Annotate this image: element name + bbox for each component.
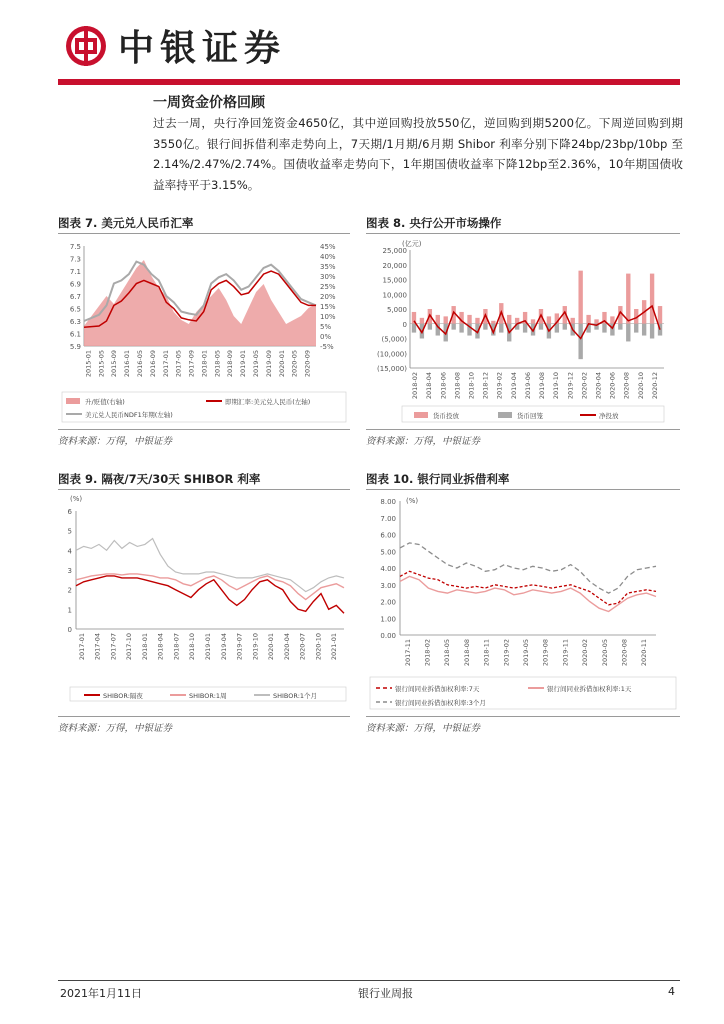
fig7-y-tick-label: 45% (320, 243, 336, 251)
fig8-x-tick-label: 2019-08 (538, 372, 547, 400)
fig8-bar-withdraw (578, 324, 582, 359)
fig7-y-tick-label: 20% (320, 293, 336, 301)
fig9-y-tick-label: 3 (67, 567, 72, 575)
fig7-legend-label: 即期汇率:美元兑人民币(左轴) (225, 398, 311, 406)
fig8-bar-withdraw (459, 324, 463, 333)
fig9-x-tick-label: 2020-01 (267, 633, 276, 661)
fig9-x-tick-label: 2020-07 (298, 633, 307, 661)
fig7-y-tick-label: 0% (320, 333, 332, 341)
fig10-x-tick-label: 2020-05 (600, 639, 609, 667)
fig7-bottom-rule (58, 429, 350, 430)
fig8-x-tick-label: 2018-10 (467, 372, 476, 400)
fig9-x-tick-label: 2021-01 (330, 633, 339, 661)
fig7-y-tick-label: 6.7 (69, 293, 81, 301)
fig7-y-tick-label: 35% (320, 263, 336, 271)
fig9-chart (58, 491, 350, 715)
fig8-bar-inject (507, 315, 511, 324)
fig10-series-1d-line (400, 576, 656, 611)
fig8-bottom-rule (366, 429, 680, 430)
fig10-y-tick-label: 6.00 (380, 531, 396, 540)
fig9-legend-label: SHIBOR:1周 (189, 692, 227, 700)
fig9-y-tick-label: 2 (67, 586, 72, 595)
fig8-y-tick-label: 20,000 (382, 261, 407, 270)
fig7-y-tick-label: 5.9 (69, 343, 81, 351)
fig7-x-tick-label: 2016-05 (136, 350, 144, 378)
fig8-legend-swatch (414, 412, 428, 418)
fig8-chart (366, 236, 680, 428)
fig7-y-tick-label: 6.9 (69, 280, 81, 289)
fig7-y-tick-label: 10% (320, 313, 336, 321)
fig8-x-tick-label: 2020-08 (622, 372, 631, 400)
fig8-bar-withdraw (428, 324, 432, 330)
fig7-x-tick-label: 2017-05 (174, 350, 183, 378)
fig9-x-tick-label: 2019-10 (251, 633, 260, 661)
brand-name: 中银证券 (118, 28, 287, 69)
fig8-bar-withdraw (642, 324, 646, 336)
fig8-unit-label: (亿元) (402, 240, 422, 248)
fig8-x-tick-label: 2018-02 (411, 372, 420, 400)
fig7-x-tick-label: 2015-09 (110, 350, 119, 378)
fig8-source: 资料来源：万得，中银证券 (366, 436, 481, 447)
fig7-y-tick-label: 6.5 (69, 305, 81, 314)
footer-date: 2021年1月11日 (60, 987, 142, 1000)
bank-logo-icon (64, 24, 108, 68)
fig9-series-1m-line (76, 539, 344, 592)
fig8-x-tick-label: 2019-10 (552, 372, 561, 400)
fig8-bar-inject (578, 271, 582, 324)
fig7-y-tick-label: 25% (320, 283, 336, 291)
fig8-bar-inject (444, 316, 448, 323)
fig10-legend-label: 银行间同业拆借加权利率:1天 (547, 685, 632, 693)
fig8-top-rule (366, 233, 680, 234)
fig8-legend-label: 净投放 (599, 412, 619, 420)
fig9-y-tick-label: 6 (67, 508, 72, 516)
fig7-y-tick-label: -5% (320, 343, 334, 351)
fig8-y-tick-label: (10,000) (377, 350, 407, 359)
fig9-x-tick-label: 2020-10 (314, 633, 323, 661)
fig8-bar-withdraw (451, 324, 455, 330)
fig9-unit-label: (%) (70, 495, 83, 503)
header-divider (58, 79, 680, 85)
fig10-x-tick-label: 2019-11 (561, 639, 570, 667)
fig8-bar-inject (436, 315, 440, 324)
fig10-y-tick-label: 2.00 (380, 598, 396, 607)
fig8-bar-withdraw (650, 324, 654, 339)
fig10-series-3m-line (400, 543, 656, 593)
fig10-y-tick-label: 8.00 (380, 498, 396, 506)
fig8-bar-withdraw (555, 324, 559, 333)
fig8-bar-inject (571, 318, 575, 324)
fig10-y-tick-label: 5.00 (380, 548, 396, 557)
fig7-x-tick-label: 2019-09 (264, 350, 273, 378)
fig7-source: 资料来源：万得，中银证券 (58, 436, 173, 447)
logo (64, 20, 286, 71)
fig9-x-tick-label: 2017-01 (77, 633, 86, 661)
fig10-bottom-rule (366, 716, 680, 717)
fig10-y-tick-label: 4.00 (380, 565, 396, 573)
fig9-x-tick-label: 2019-07 (235, 633, 244, 661)
fig7-y-tick-label: 5% (320, 323, 332, 331)
fig9-x-tick-label: 2018-04 (156, 633, 165, 661)
fig8-x-tick-label: 2018-12 (481, 372, 490, 400)
fig7-x-tick-label: 2015-01 (84, 350, 93, 378)
fig8-x-tick-label: 2020-04 (594, 372, 603, 400)
fig9-title: 图表 9. 隔夜/7天/30天 SHIBOR 利率 (58, 472, 261, 486)
fig9-source: 资料来源：万得，中银证券 (58, 723, 173, 734)
fig8-bar-withdraw (602, 324, 606, 333)
fig8-x-tick-label: 2019-02 (495, 372, 504, 400)
fig10-x-tick-label: 2020-02 (581, 639, 590, 667)
fig9-x-tick-label: 2017-07 (109, 633, 118, 661)
fig8-y-tick-label: 10,000 (382, 291, 407, 300)
fig8-x-tick-label: 2019-06 (523, 372, 532, 400)
fig10-x-tick-label: 2019-05 (522, 639, 530, 667)
fig8-x-tick-label: 2020-10 (636, 372, 645, 400)
fig7-x-tick-label: 2018-05 (213, 350, 222, 378)
fig8-x-tick-label: 2020-06 (608, 372, 617, 400)
fig9-y-tick-label: 5 (67, 527, 72, 536)
fig10-x-tick-label: 2017-11 (403, 639, 412, 667)
fig8-x-tick-label: 2018-06 (439, 372, 448, 400)
fig8-bar-withdraw (618, 324, 622, 330)
fig9-series-1w-line (76, 574, 344, 600)
fig8-series-net-line (414, 306, 660, 339)
section-title: 一周资金价格回顾 (153, 95, 265, 111)
fig8-x-tick-label: 2018-08 (453, 372, 462, 400)
fig10-legend-label: 银行间同业拆借加权利率:7天 (395, 685, 480, 693)
fig7-x-tick-label: 2018-09 (226, 350, 235, 378)
fig10-title: 图表 10. 银行同业拆借利率 (366, 472, 510, 486)
fig10-chart (366, 491, 680, 715)
fig8-title: 图表 8. 央行公开市场操作 (366, 216, 502, 230)
fig8-bar-inject (658, 306, 662, 324)
footer-rule (58, 980, 680, 981)
fig10-y-tick-label: 1.00 (380, 615, 396, 624)
fig9-x-tick-label: 2020-04 (282, 633, 291, 661)
fig8-bar-inject (467, 315, 471, 324)
fig9-x-tick-label: 2018-07 (172, 633, 181, 661)
fig8-bar-inject (610, 316, 614, 323)
fig8-x-tick-label: 2019-04 (509, 372, 518, 400)
fig8-bar-inject (547, 316, 551, 323)
fig8-y-tick-label: 15,000 (382, 276, 407, 285)
fig8-bar-withdraw (634, 324, 638, 333)
fig8-y-tick-label: (5,000) (381, 335, 407, 344)
fig9-legend-label: SHIBOR:1个月 (273, 692, 318, 700)
fig10-y-tick-label: 7.00 (380, 514, 396, 523)
fig8-bar-inject (491, 321, 495, 324)
fig8-legend-label: 货币投放 (433, 412, 459, 420)
fig8-bar-withdraw (499, 324, 503, 333)
fig8-bar-inject (420, 318, 424, 324)
fig8-y-tick-label: (15,000) (377, 365, 407, 373)
fig7-x-tick-label: 2017-09 (187, 350, 196, 378)
fig8-bar-withdraw (523, 324, 527, 333)
fig10-x-tick-label: 2019-08 (541, 639, 550, 667)
fig10-x-tick-label: 2018-02 (423, 639, 432, 667)
fig7-y-tick-label: 40% (320, 253, 336, 261)
fig10-series-7d-line (400, 571, 656, 605)
fig8-bar-withdraw (483, 324, 487, 330)
fig8-bar-withdraw (412, 324, 416, 333)
fig10-x-tick-label: 2018-08 (462, 639, 471, 667)
fig8-x-tick-label: 2020-12 (650, 372, 659, 400)
fig8-y-tick-label: 25,000 (382, 247, 407, 255)
fig7-y-tick-label: 30% (320, 273, 336, 281)
fig7-x-tick-label: 2020-01 (277, 350, 286, 378)
section-paragraph: 过去一周，央行净回笼资金4650亿，其中逆回购投放550亿，逆回购到期5200亿。下周逆回购到期3550亿。银行间拆借利率走势向上，7天期/1月期/6月期 Shibor 利率分别下降24bp/23bp/10bp 至2.14%/2.47%/2.74%。国债收益率走势向下，1年期国债收益率下降12bp至2.36%，10年期国债收益率持平于3.15%。 (153, 116, 683, 192)
fig8-bar-withdraw (626, 324, 630, 342)
fig8-bar-inject (594, 319, 598, 323)
fig7-legend-swatch (66, 398, 80, 404)
fig10-y-tick-label: 3.00 (380, 581, 396, 590)
fig8-bar-inject (650, 274, 654, 324)
fig10-y-tick-label: 0.00 (380, 632, 396, 640)
fig7-title: 图表 7. 美元兑人民币汇率 (58, 216, 194, 230)
fig10-source: 资料来源：万得，中银证券 (366, 723, 481, 734)
fig7-x-tick-label: 2015-05 (97, 350, 106, 378)
fig8-y-tick-label: 5,000 (386, 306, 407, 314)
fig8-legend-swatch (498, 412, 512, 418)
fig7-x-tick-label: 2020-09 (303, 350, 312, 378)
fig7-y-tick-label: 7.5 (69, 243, 81, 251)
fig7-x-tick-label: 2020-05 (290, 350, 299, 378)
fig10-top-rule (366, 489, 680, 490)
fig7-x-tick-label: 2019-05 (252, 350, 260, 378)
fig7-legend-label: 升/贬值(右轴) (85, 398, 125, 406)
fig9-y-tick-label: 4 (67, 547, 72, 556)
fig10-x-tick-label: 2018-05 (443, 639, 452, 667)
fig8-x-tick-label: 2018-04 (425, 372, 434, 400)
fig8-bar-inject (626, 274, 630, 324)
fig9-x-tick-label: 2018-01 (140, 633, 149, 661)
fig8-bar-inject (531, 319, 535, 323)
fig9-legend-label: SHIBOR:隔夜 (103, 692, 143, 700)
fig7-x-tick-label: 2019-01 (239, 350, 248, 378)
fig7-x-tick-label: 2017-01 (161, 350, 170, 378)
fig9-x-tick-label: 2017-10 (125, 633, 134, 661)
fig7-y-tick-label: 7.1 (69, 268, 81, 276)
fig9-x-tick-label: 2017-04 (93, 633, 102, 661)
fig8-bar-inject (586, 315, 590, 324)
fig10-x-tick-label: 2020-08 (620, 639, 629, 667)
fig9-y-tick-label: 0 (67, 626, 72, 634)
fig9-y-tick-label: 1 (67, 606, 72, 615)
fig7-chart (58, 236, 350, 428)
fig7-y-tick-label: 6.3 (69, 318, 81, 326)
fig8-legend-label: 货币回笼 (517, 412, 543, 420)
footer-page-number: 4 (668, 985, 675, 998)
fig10-x-tick-label: 2020-11 (640, 639, 649, 667)
fig8-bar-withdraw (539, 324, 543, 330)
fig7-x-tick-label: 2016-09 (148, 350, 157, 378)
fig9-top-rule (58, 489, 350, 490)
fig10-unit-label: (%) (406, 497, 419, 505)
fig9-x-tick-label: 2019-01 (204, 633, 212, 661)
fig10-x-tick-label: 2019-02 (502, 639, 511, 667)
fig8-bar-inject (475, 318, 479, 324)
fig7-top-rule (58, 233, 350, 234)
fig10-x-tick-label: 2018-11 (482, 639, 491, 667)
fig7-y-tick-label: 15% (320, 303, 336, 311)
fig7-x-tick-label: 2018-01 (200, 350, 209, 378)
fig8-x-tick-label: 2020-02 (580, 372, 589, 400)
fig9-x-tick-label: 2018-10 (188, 633, 197, 661)
fig7-legend-label: 美元兑人民币NDF1年期(左轴) (85, 411, 173, 419)
fig9-x-tick-label: 2019-04 (219, 633, 228, 661)
fig8-x-tick-label: 2019-12 (566, 372, 575, 400)
fig10-legend-label: 银行间同业拆借加权利率:3个月 (395, 699, 486, 707)
footer-report-name: 银行业周报 (358, 987, 413, 1000)
fig9-series-overnight-line (76, 576, 344, 613)
fig7-x-tick-label: 2016-01 (123, 350, 132, 378)
fig8-bar-withdraw (563, 324, 567, 330)
fig7-y-tick-label: 7.3 (69, 255, 81, 264)
fig8-y-tick-label: 0 (402, 320, 407, 329)
fig9-bottom-rule (58, 716, 350, 717)
fig7-y-tick-label: 6.1 (69, 330, 81, 339)
